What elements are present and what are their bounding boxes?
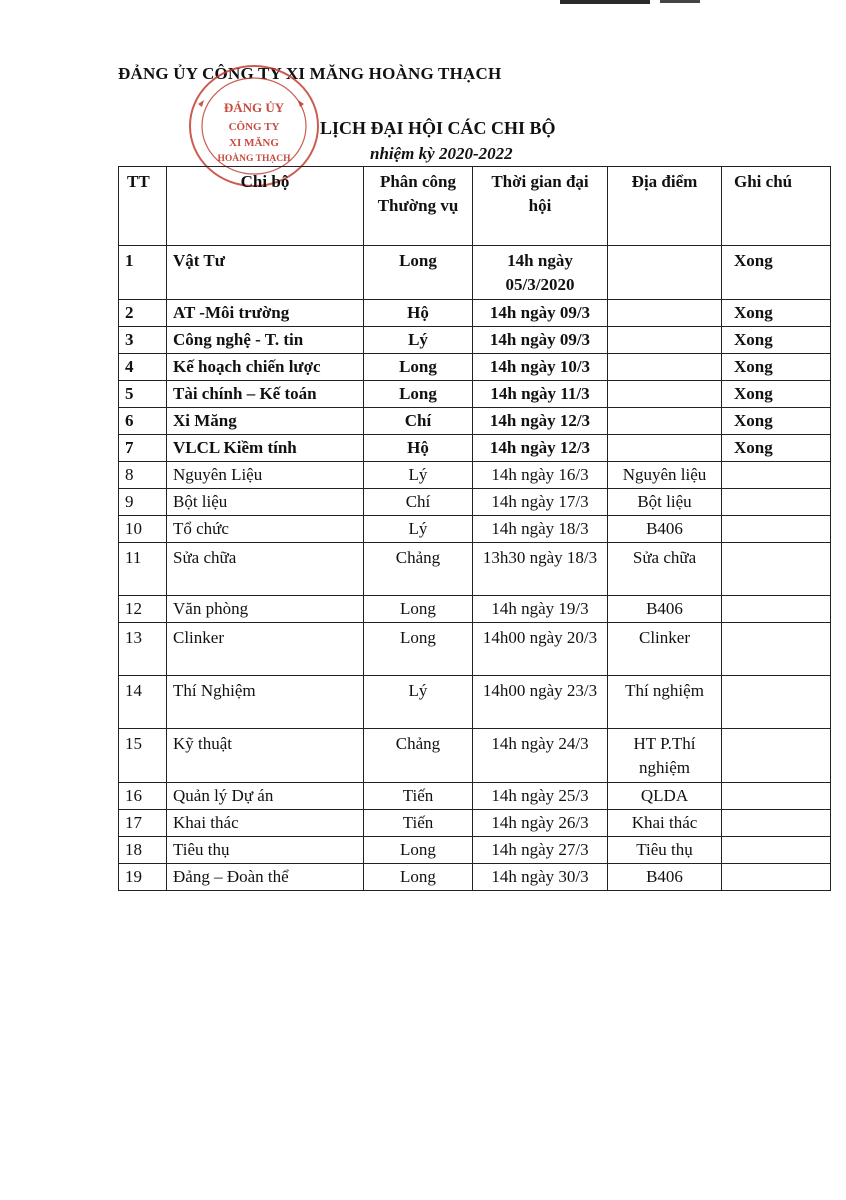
cell-assignment: Long <box>364 623 473 676</box>
table-row <box>119 381 831 408</box>
cell-branch: Nguyên Liệu <box>167 462 364 489</box>
cell-assignment: Long <box>364 837 473 864</box>
column-header-time: Thời gian đại hội <box>473 167 608 246</box>
stamp-text-line: CÔNG TY <box>228 121 280 133</box>
cell-location: Tiêu thụ <box>608 837 722 864</box>
cell-branch: Kế hoạch chiến lược <box>167 354 364 381</box>
cell-note <box>722 596 831 623</box>
cell-branch: Đảng – Đoàn thể <box>167 864 364 891</box>
cell-assignment: Chí <box>364 408 473 435</box>
cell-assignment: Chảng <box>364 543 473 596</box>
cell-tt: 7 <box>119 435 167 462</box>
cell-time: 14h ngày 05/3/2020 <box>473 246 608 300</box>
table-row <box>119 864 831 891</box>
cell-time: 14h ngày 10/3 <box>473 354 608 381</box>
cell-assignment: Lý <box>364 516 473 543</box>
cell-tt: 14 <box>119 676 167 729</box>
cell-note <box>722 864 831 891</box>
cell-location: B406 <box>608 516 722 543</box>
cell-note: Xong <box>722 408 831 435</box>
cell-note <box>722 810 831 837</box>
cell-location: Thí nghiệm <box>608 676 722 729</box>
cell-assignment: Long <box>364 246 473 300</box>
cell-tt: 18 <box>119 837 167 864</box>
cell-note: Xong <box>722 300 831 327</box>
organization-heading: ĐẢNG ỦY CÔNG TY XI MĂNG HOÀNG THẠCH <box>118 64 502 83</box>
cell-location: Clinker <box>608 623 722 676</box>
cell-assignment: Long <box>364 354 473 381</box>
cell-note <box>722 676 831 729</box>
cell-location <box>608 381 722 408</box>
table-row <box>119 516 831 543</box>
cell-time: 14h ngày 09/3 <box>473 300 608 327</box>
cell-note <box>722 783 831 810</box>
cell-branch: Xi Măng <box>167 408 364 435</box>
cell-assignment: Long <box>364 381 473 408</box>
column-header-branch: Chi bộ <box>167 167 364 246</box>
cell-location: Bột liệu <box>608 489 722 516</box>
cell-assignment: Long <box>364 864 473 891</box>
cell-tt: 1 <box>119 246 167 300</box>
cell-location: Sửa chữa <box>608 543 722 596</box>
cell-assignment: Hộ <box>364 300 473 327</box>
column-header-location: Địa điểm <box>608 167 722 246</box>
cell-note: Xong <box>722 246 831 300</box>
cell-tt: 10 <box>119 516 167 543</box>
cell-branch: Tài chính – Kế toán <box>167 381 364 408</box>
cell-note <box>722 837 831 864</box>
cell-time: 14h ngày 16/3 <box>473 462 608 489</box>
cell-time: 14h ngày 26/3 <box>473 810 608 837</box>
cell-branch: Sửa chữa <box>167 543 364 596</box>
stamp-text-line: HOÀNG THẠCH <box>217 154 291 164</box>
cell-assignment: Tiến <box>364 783 473 810</box>
cell-branch: Thí Nghiệm <box>167 676 364 729</box>
cell-branch: Văn phòng <box>167 596 364 623</box>
table-header-row <box>119 167 831 246</box>
cell-note: Xong <box>722 327 831 354</box>
table-row <box>119 408 831 435</box>
cell-tt: 19 <box>119 864 167 891</box>
cell-location <box>608 246 722 300</box>
cell-location <box>608 300 722 327</box>
cell-branch: Quản lý Dự án <box>167 783 364 810</box>
stamp-text-line: XI MĂNG <box>229 137 279 149</box>
cell-tt: 2 <box>119 300 167 327</box>
cell-location: QLDA <box>608 783 722 810</box>
table-row <box>119 729 831 783</box>
cell-branch: Kỹ thuật <box>167 729 364 783</box>
cell-location <box>608 327 722 354</box>
cell-branch: VLCL Kiềm tính <box>167 435 364 462</box>
table-row <box>119 354 831 381</box>
cell-time: 13h30 ngày 18/3 <box>473 543 608 596</box>
cell-tt: 17 <box>119 810 167 837</box>
cell-branch: Bột liệu <box>167 489 364 516</box>
schedule-table <box>118 166 831 891</box>
column-header-assignment: Phân công Thường vụ <box>364 167 473 246</box>
cell-location: B406 <box>608 596 722 623</box>
cell-time: 14h ngày 12/3 <box>473 408 608 435</box>
cell-time: 14h ngày 24/3 <box>473 729 608 783</box>
cell-assignment: Chảng <box>364 729 473 783</box>
cell-time: 14h ngày 17/3 <box>473 489 608 516</box>
cell-assignment: Lý <box>364 676 473 729</box>
cell-time: 14h00 ngày 23/3 <box>473 676 608 729</box>
cell-note: Xong <box>722 381 831 408</box>
table-row <box>119 435 831 462</box>
cell-tt: 15 <box>119 729 167 783</box>
cell-tt: 12 <box>119 596 167 623</box>
cell-tt: 11 <box>119 543 167 596</box>
cell-time: 14h ngày 25/3 <box>473 783 608 810</box>
cell-assignment: Hộ <box>364 435 473 462</box>
cell-time: 14h00 ngày 20/3 <box>473 623 608 676</box>
table-row <box>119 596 831 623</box>
cell-note: Xong <box>722 435 831 462</box>
cell-time: 14h ngày 12/3 <box>473 435 608 462</box>
document-subtitle: nhiệm kỳ 2020-2022 <box>370 144 513 163</box>
cell-location <box>608 408 722 435</box>
table-row <box>119 783 831 810</box>
cell-tt: 16 <box>119 783 167 810</box>
cell-tt: 5 <box>119 381 167 408</box>
cell-time: 14h ngày 11/3 <box>473 381 608 408</box>
cell-branch: Tổ chức <box>167 516 364 543</box>
cell-tt: 8 <box>119 462 167 489</box>
cell-location: HT P.Thí nghiệm <box>608 729 722 783</box>
cell-note: Xong <box>722 354 831 381</box>
cell-branch: Vật Tư <box>167 246 364 300</box>
cell-branch: Tiêu thụ <box>167 837 364 864</box>
cell-tt: 6 <box>119 408 167 435</box>
table-row <box>119 300 831 327</box>
cell-location: B406 <box>608 864 722 891</box>
cell-branch: Công nghệ - T. tin <box>167 327 364 354</box>
cell-branch: AT -Môi trường <box>167 300 364 327</box>
cell-location: Khai thác <box>608 810 722 837</box>
table-row <box>119 623 831 676</box>
cell-assignment: Chí <box>364 489 473 516</box>
cell-note <box>722 462 831 489</box>
cell-branch: Khai thác <box>167 810 364 837</box>
cell-note <box>722 729 831 783</box>
scan-edge-mark <box>560 0 650 4</box>
cell-tt: 4 <box>119 354 167 381</box>
cell-assignment: Lý <box>364 462 473 489</box>
cell-time: 14h ngày 18/3 <box>473 516 608 543</box>
cell-assignment: Lý <box>364 327 473 354</box>
cell-note <box>722 489 831 516</box>
document-title: LỊCH ĐẠI HỘI CÁC CHI BỘ <box>320 118 556 138</box>
cell-tt: 9 <box>119 489 167 516</box>
table-row <box>119 489 831 516</box>
cell-location: Nguyên liệu <box>608 462 722 489</box>
cell-time: 14h ngày 19/3 <box>473 596 608 623</box>
cell-location <box>608 435 722 462</box>
stamp-text-line: ĐẢNG ỦY <box>223 100 285 115</box>
table-row <box>119 810 831 837</box>
table-row <box>119 327 831 354</box>
cell-time: 14h ngày 09/3 <box>473 327 608 354</box>
cell-location <box>608 354 722 381</box>
cell-assignment: Long <box>364 596 473 623</box>
cell-branch: Clinker <box>167 623 364 676</box>
table-row <box>119 543 831 596</box>
cell-assignment: Tiến <box>364 810 473 837</box>
cell-note <box>722 516 831 543</box>
cell-tt: 3 <box>119 327 167 354</box>
column-header-note: Ghi chú <box>722 167 831 246</box>
cell-note <box>722 623 831 676</box>
cell-tt: 13 <box>119 623 167 676</box>
table-row <box>119 246 831 300</box>
cell-time: 14h ngày 27/3 <box>473 837 608 864</box>
scan-edge-mark <box>660 0 700 3</box>
column-header-tt: TT <box>119 167 167 246</box>
cell-note <box>722 543 831 596</box>
table-row <box>119 837 831 864</box>
cell-time: 14h ngày 30/3 <box>473 864 608 891</box>
table-row <box>119 676 831 729</box>
table-row <box>119 462 831 489</box>
